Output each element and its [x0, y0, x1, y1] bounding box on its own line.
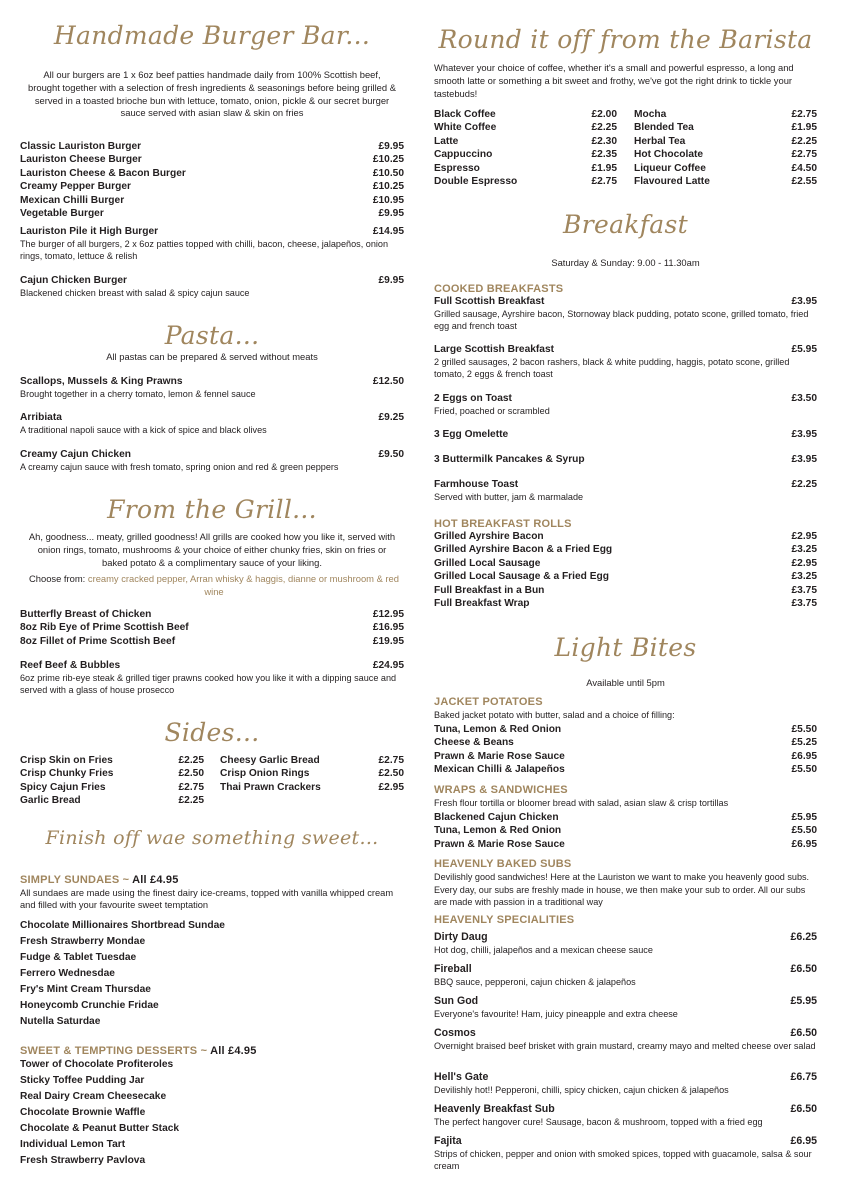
menu-item: Cheesy Garlic Bread £2.75 — [220, 755, 404, 766]
list-item: Chocolate Millionaires Shortbread Sundae — [20, 920, 225, 931]
list-item: Fresh Strawberry Mondae — [20, 936, 146, 947]
breakfast-item: Large Scottish Breakfast £5.95 2 grilled sausages, 2 bacon rashers, black & white pudding, haggis, potato scone, grilled tomato, 2 eggs & french toast — [434, 344, 817, 380]
menu-item: 8oz Rib Eye of Prime Scottish Beef £16.95 — [20, 622, 404, 634]
breakfast-item: Full Scottish Breakfast £3.95 Grilled sausage, Ayrshire bacon, Stornoway black pudding, potato scone, grilled tomato, fried egg and french toast — [434, 296, 817, 332]
sub-item: Sun God £5.95 Everyone's favourite! Ham, juicy pineapple and extra cheese — [434, 995, 817, 1020]
pasta-item: Scallops, Mussels & King Prawns £12.50 Brought together in a cherry tomato, lemon & fennel sauce — [20, 376, 404, 400]
sides-left-list — [20, 754, 204, 808]
list-item: Honeycomb Crunchie Fridae — [20, 1000, 159, 1011]
sub-item: Dirty Daug £6.25 Hot dog, chilli, jalapeños and a mexican cheese sauce — [434, 931, 817, 956]
menu-item: Thai Prawn Crackers £2.95 — [220, 781, 404, 793]
breakfast-item: 3 Buttermilk Pancakes & Syrup £3.95 — [434, 454, 817, 465]
list-item: Individual Lemon Tart — [20, 1139, 126, 1150]
sub-item: Hell's Gate £6.75 Devilishly hot!! Pepperoni, chilli, spicy chicken, cajun chicken & jalapeños — [434, 1071, 817, 1096]
breakfast-item: Farmhouse Toast £2.25 Served with butter, jam & marmalade — [434, 479, 817, 503]
list-item: Real Dairy Cream Cheesecake — [20, 1091, 167, 1102]
menu-item: Lauriston Cheese & Bacon Burger £10.50 — [20, 167, 404, 179]
menu-item: Flavoured Latte £2.55 — [634, 175, 817, 187]
menu-item: Tuna, Lemon & Red Onion £5.50 — [434, 724, 817, 735]
sides-right-list — [220, 754, 404, 794]
burger-heading: Handmade Burger Bar... — [53, 21, 371, 50]
subs-desc: Devilishly good sandwiches! Here at the Lauriston we want to make you heavenly good subs. Every day, our subs are freshly made in house, we then make your sub to order. All our subs are made with passion in a traditional way — [434, 872, 810, 908]
menu-item: 8oz Fillet of Prime Scottish Beef £19.95 — [20, 635, 404, 647]
menu-item: Tuna, Lemon & Red Onion £5.50 — [434, 825, 817, 837]
menu-item: Herbal Tea £2.25 — [634, 135, 817, 147]
pasta-intro: All pastas can be prepared & served without meats — [106, 351, 318, 362]
menu-item: Mexican Chilli & Jalapeños £5.50 — [434, 764, 817, 776]
barista-heading: Round it off from the Barista — [438, 25, 813, 54]
menu-item: Full Breakfast in a Bun £3.75 — [434, 584, 817, 596]
list-item: Chocolate & Peanut Butter Stack — [20, 1123, 180, 1134]
light-bites-heading: Light Bites — [554, 633, 697, 662]
sundaes-section — [20, 873, 404, 911]
menu-item: White Coffee £2.25 — [434, 122, 617, 134]
menu-item: Mexican Chilli Burger £10.95 — [20, 194, 404, 206]
barista-right-list — [634, 108, 817, 188]
menu-item-cajun-burger: Cajun Chicken Burger £9.95 Blackened chicken breast with salad & spicy cajun sauce — [20, 275, 404, 299]
menu-item-reef-beef: Reef Beef & Bubbles £24.95 6oz prime rib-eye steak & grilled tiger prawns cooked how you like it with a dipping sauce and served with a glass of house prosecco — [20, 660, 404, 696]
list-item: Tower of Chocolate Profiteroles — [20, 1059, 174, 1070]
menu-item: Grilled Ayrshire Bacon & a Fried Egg £3.25 — [434, 544, 817, 556]
breakfast-heading: Breakfast — [563, 210, 688, 239]
menu-item: Grilled Ayrshire Bacon £2.95 — [434, 531, 817, 542]
pasta-heading: Pasta... — [164, 321, 260, 350]
sundaes-desc: All sundaes are made using the finest dairy ice-creams, topped with vanilla whipped cream and filled with your favourite sweet temptation — [20, 888, 394, 910]
sub-item: Cosmos £6.50 Overnight braised beef brisket with grain mustard, creamy mayo and melted cheese over salad — [434, 1027, 817, 1052]
rolls-list — [434, 530, 817, 610]
menu-item: Classic Lauriston Burger £9.95 — [20, 141, 404, 152]
menu-item: Crisp Chunky Fries £2.50 — [20, 768, 204, 780]
light-bites-hours: Available until 5pm — [586, 677, 665, 688]
list-item: Chocolate Brownie Waffle — [20, 1107, 146, 1118]
menu-item: Crisp Skin on Fries £2.25 — [20, 755, 204, 766]
sub-item: Fajita £6.95 Strips of chicken, pepper and onion with smoked spices, topped with guacamole, salsa & sour cream — [434, 1135, 817, 1172]
jacket-title: JACKET POTATOES — [434, 696, 543, 708]
grill-intro: Ah, goodness... meaty, grilled goodness! All grills are cooked how you like it, served with onion rings, tomato, mushrooms & your choice of either chunky fries, skin on fries or baked potato & a complimentary sauce of your liking. — [28, 531, 396, 568]
jacket-list — [434, 723, 817, 777]
wraps-desc: Fresh flour tortilla or bloomer bread with salad, asian slaw & crisp tortillas — [434, 798, 729, 808]
menu-item: Prawn & Marie Rose Sauce £6.95 — [434, 838, 817, 850]
menu-item: Garlic Bread £2.25 — [20, 795, 204, 807]
sides-heading: Sides... — [164, 718, 260, 747]
wraps-title: WRAPS & SANDWICHES — [434, 784, 568, 796]
grill-sauce-choice: Choose from: creamy cracked pepper, Arran whisky & haggis, dianne or mushroom & red wine — [29, 573, 399, 597]
jacket-desc: Baked jacket potato with butter, salad and a choice of filling: — [434, 710, 675, 720]
menu-item: Hot Chocolate £2.75 — [634, 149, 817, 161]
right-column — [434, 0, 817, 1191]
menu-item: Blackened Cajun Chicken £5.95 — [434, 812, 817, 823]
desserts-title: SWEET & TEMPTING DESSERTS ~ All £4.95 — [20, 1045, 257, 1057]
menu-item: Espresso £1.95 — [434, 162, 617, 174]
menu-item: Cappuccino £2.35 — [434, 149, 617, 161]
menu-item: Black Coffee £2.00 — [434, 109, 617, 120]
list-item: Sticky Toffee Pudding Jar — [20, 1075, 145, 1086]
menu-item: Full Breakfast Wrap £3.75 — [434, 597, 817, 609]
list-item: Nutella Saturdae — [20, 1016, 101, 1027]
menu-item: Butterfly Breast of Chicken £12.95 — [20, 609, 404, 620]
sweet-heading: Finish off wae something sweet... — [45, 827, 379, 849]
grill-list — [20, 608, 404, 648]
menu-item: Crisp Onion Rings £2.50 — [220, 768, 404, 780]
menu-item: Double Espresso £2.75 — [434, 175, 617, 187]
pasta-item: Creamy Cajun Chicken £9.50 A creamy cajun sauce with fresh tomato, spring onion and red & green peppers — [20, 449, 404, 473]
list-item: Fudge & Tablet Tuesdae — [20, 952, 137, 963]
specialities-title: HEAVENLY SPECIALITIES — [434, 914, 575, 926]
menu-item: Blended Tea £1.95 — [634, 122, 817, 134]
burger-list — [20, 140, 404, 220]
menu-item: Latte £2.30 — [434, 135, 617, 147]
sub-item: Fireball £6.50 BBQ sauce, pepperoni, cajun chicken & jalapeños — [434, 963, 817, 988]
barista-intro: Whatever your choice of coffee, whether it's a small and powerful espresso, a long and smooth latte or something a bit sweet and frothy, we've got the right drink to tickle your tastebuds! — [434, 62, 794, 99]
burger-intro: All our burgers are 1 x 6oz beef patties handmade daily from 100% Scottish beef, brought together with a selection of fresh ingredients & seasonings before being grilled & served in a toasted brioche bun with lettuce, tomato, onion, pickle & our secret burger sauce served with asian slaw & skin on fries — [28, 69, 396, 119]
sundaes-title: SIMPLY SUNDAES ~ All £4.95 — [20, 874, 179, 886]
left-column — [20, 0, 404, 1191]
menu-item: Prawn & Marie Rose Sauce £6.95 — [434, 750, 817, 762]
barista-left-list — [434, 108, 617, 188]
sub-item: Heavenly Breakfast Sub £6.50 The perfect hangover cure! Sausage, bacon & mushroom, topped with a fried egg — [434, 1103, 817, 1128]
list-item: Ferrero Wednesdae — [20, 968, 115, 979]
breakfast-item: 3 Egg Omelette £3.95 — [434, 429, 817, 440]
menu-item: Mocha £2.75 — [634, 109, 817, 120]
menu-item: Liqueur Coffee £4.50 — [634, 162, 817, 174]
list-item: Fry's Mint Cream Thursdae — [20, 984, 151, 995]
breakfast-hours: Saturday & Sunday: 9.00 - 11.30am — [551, 257, 700, 268]
menu-item: Cheese & Beans £5.25 — [434, 737, 817, 749]
list-item: Fresh Strawberry Pavlova — [20, 1155, 146, 1166]
menu-item: Creamy Pepper Burger £10.25 — [20, 181, 404, 193]
rolls-title: HOT BREAKFAST ROLLS — [434, 518, 572, 530]
pasta-item: Arribiata £9.25 A traditional napoli sauce with a kick of spice and black olives — [20, 412, 404, 436]
cooked-title: COOKED BREAKFASTS — [434, 283, 564, 295]
subs-title: HEAVENLY BAKED SUBS — [434, 858, 572, 870]
menu-item: Spicy Cajun Fries £2.75 — [20, 781, 204, 793]
sundaes-list — [20, 918, 404, 1030]
breakfast-item: 2 Eggs on Toast £3.50 Fried, poached or scrambled — [434, 393, 817, 417]
wraps-list — [434, 811, 817, 851]
grill-heading: From the Grill... — [107, 495, 317, 524]
menu-item: Grilled Local Sausage & a Fried Egg £3.25 — [434, 571, 817, 583]
menu-item: Vegetable Burger £9.95 — [20, 207, 404, 219]
desserts-list — [20, 1057, 404, 1169]
menu-item-pile-it-high: Lauriston Pile it High Burger £14.95 The burger of all burgers, 2 x 6oz patties topped with chilli, bacon, cheese, jalapeños, onion rings, tomato, lettuce & relish — [20, 226, 404, 262]
menu-item: Grilled Local Sausage £2.95 — [434, 557, 817, 569]
menu-item: Lauriston Cheese Burger £10.25 — [20, 154, 404, 166]
